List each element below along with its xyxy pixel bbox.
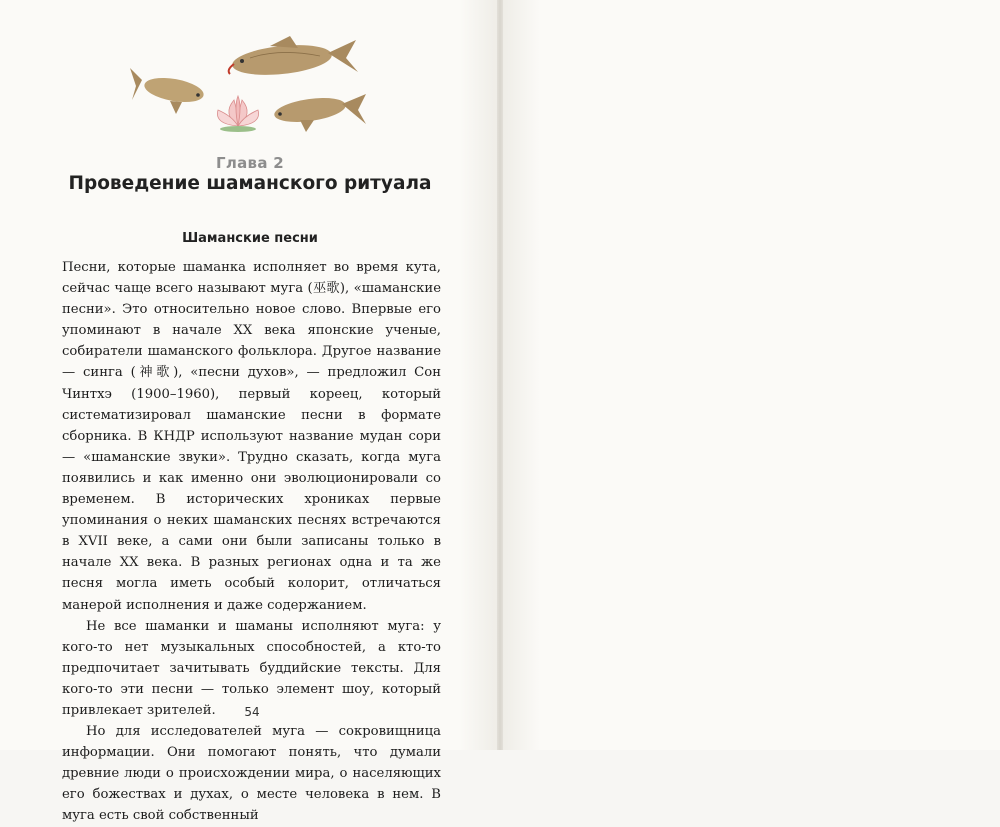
- fish-and-lotus-illustration: [130, 28, 370, 143]
- chapter-label: Глава 2: [215, 154, 285, 172]
- page-number-left: 54: [244, 705, 260, 719]
- paragraph: Песни, которые шаманка исполняет во время кута, сейчас чаще всего называют муга (巫歌), «шаманские песни». Это относительно новое слово. Впервые его упоминают в начале XX века японские ученые, собиратели шаманского фольклора. Другое название — синга (神歌), «песни духов», — предложил Сон Чинтхэ (1900–1960), первый кореец, который систематизировал шаманские песни в формате сборника. В КНДР используют название мудан сори — «шаманские звуки». Трудно сказать, когда муга появились и как именно они эволюционировали со временем. В исторических хрониках первые упоминания о неких шаманских песнях встречаются в XVII веке, а сами они были записаны только в начале XX века. В разных регионах одна и та же песня могла иметь особый колорит, отличаться манерой исполнения и даже содержанием.: [62, 260, 441, 613]
- fish-right-icon: [273, 94, 366, 132]
- chapter-title: Проведение шаманского ритуала: [68, 173, 432, 194]
- fish-left-icon: [130, 68, 205, 114]
- book-gutter: [497, 0, 503, 750]
- paragraph: Но для исследователей муга — сокровищница информации. Они помогают понять, что думали древние люди о происхождении мира, о населяющих его божествах и духах, о месте человека в нем. В муга есть свой собственный: [62, 724, 441, 824]
- fish-large-icon: [229, 36, 358, 79]
- paragraph: Не все шаманки и шаманы исполняют муга: у кого-то нет музыкальных способностей, а кто-то предпочитает зачитывать буддийские тексты. Для кого-то эти песни — только элемент шоу, который привлекает зрителей.: [62, 618, 441, 718]
- left-body-text: [62, 257, 441, 827]
- left-page: [0, 0, 500, 824]
- right-page: [500, 0, 1000, 750]
- lotus-icon: [217, 96, 258, 132]
- section-heading: Шаманские песни: [182, 231, 318, 246]
